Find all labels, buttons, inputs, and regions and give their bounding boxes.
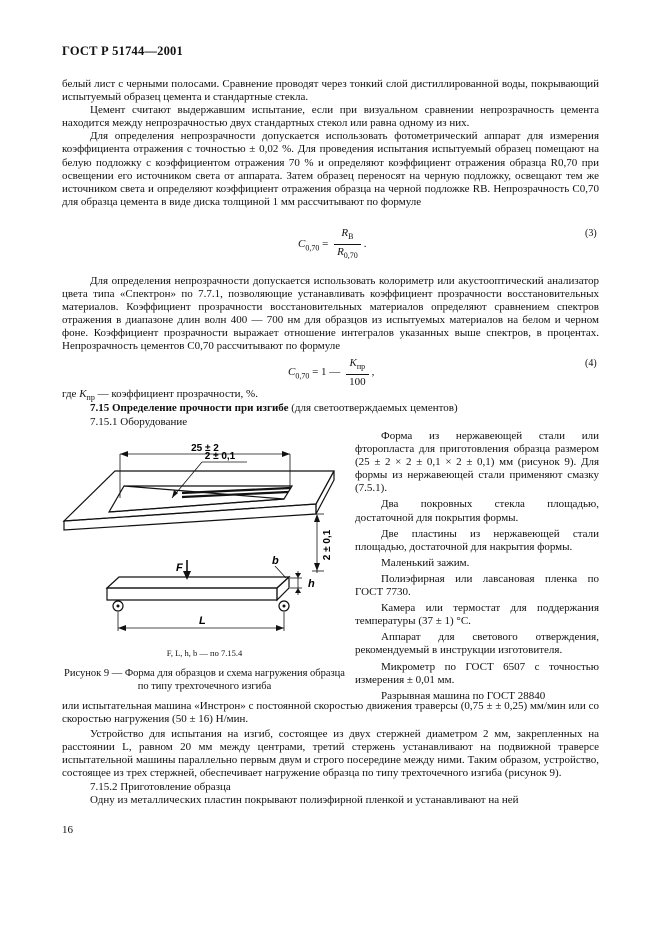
list-item: Разрывная машина по ГОСТ 28840 [381, 689, 546, 702]
height-h-label: h [308, 578, 315, 590]
mold-side-face [316, 471, 334, 514]
paragraph: Цемент считают выдержавшим испытание, если при визуальном сравнении непрозрачность цемента находится между непрозрачностью двух стандартных стекол или равна одному из них. [62, 104, 599, 130]
middle-text [62, 275, 599, 354]
formula-4-number: (4) [585, 358, 597, 369]
formula-4: $C_{0,70} = 1$ — $\frac{K_{пр}}{100}$ , [288, 357, 375, 389]
list-item: Два покровных стекла площадью, достаточной для покрытия формы. [355, 498, 599, 524]
page-number: 16 [62, 824, 73, 836]
equipment-list [355, 430, 599, 703]
span-L-label: L [199, 615, 206, 627]
list-item: Микрометр по ГОСТ 6507 с точностью измерения ± 0,01 мм. [355, 660, 599, 686]
mold-front-face [64, 504, 316, 530]
figure-9-drawing [62, 428, 347, 648]
intro-text [62, 78, 599, 209]
specimen-top-face [107, 577, 289, 588]
specimen-front-face [107, 588, 277, 600]
document-header: ГОСТ Р 51744—2001 [62, 44, 183, 58]
paragraph: Одну из металлических пластин покрывают полиэфирной пленкой и устанавливают на ней [90, 793, 519, 806]
paragraph: или испытательная машина «Инстрон» с постоянной скоростью движения траверсы (0,75 ± ± 0,25) мм/мин или со скоростью нагружения (50 ± 16) Н/мин. [62, 700, 599, 726]
list-item: Камера или термостат для поддержания температуры (37 ± 1) °C. [355, 602, 599, 628]
dim-height-label: 2 ± 0,1 [322, 529, 333, 561]
lower-text [62, 700, 599, 807]
dim-length-label: 25 ± 2 [191, 443, 219, 454]
formula-3: $C_{0,70}$ = $\frac{R_B}{R_{0,70}}$ . [298, 227, 367, 261]
paragraph: Для определения непрозрачности допускается использовать колориметр или акустооптический анализатор цвета типа «Спектрон» по 7.7.1, позволяющие устанавливать коэффициент прозрачности восстановительных материалов. Коэффициент прозрачности восстановительных материалов определяют сравнением спектров отражения в диапазоне длин волн 400 — 700 нм для образцов из испытуемых материалов на белом и черном фоне. Коэффициент прозрачности выражает отношение интегралов указанных выше спектров, в процентах. Непрозрачность цементов C0,70 рассчитывают по формуле [62, 275, 599, 353]
formula-3-number: (3) [585, 228, 597, 239]
list-item: Полиэфирная или лавсановая пленка по ГОСТ 7730. [355, 572, 599, 599]
force-label: F [176, 562, 183, 574]
list-item: Маленький зажим. [381, 556, 470, 569]
width-b-label: b [272, 555, 279, 567]
section-7-15-heading: 7.15 Определение прочности при изгибе (для светоотверждаемых цементов) [90, 402, 458, 414]
figure-caption: Рисунок 9 — Форма для образцов и схема нагружения образца по типу трехточечного изгиба [64, 668, 345, 692]
where-line: где $K_{пр}$ — коэффициент прозрачности, %. [62, 388, 258, 403]
specimen-side-face [277, 577, 289, 600]
figure-legend: F, L, h, b — по 7.15.4 [166, 648, 243, 658]
paragraph: Для определения непрозрачности допускается использовать фотометрический аппарат для измерения коэффициента отражения с точностью ± 0,02 %. Для проведения испытания испытуемый образец помещают на белую подложку с коэффициентом отражения 70 % и определяют коэффициент отражения образца R0,70 при освещении его источником света от аппарата. Затем образец переносят на черную подложку, освещают тем же источником света и определяют коэффициент отражения образца на черной подложке RB. Непрозрачность C0,70 для образца цемента в виде диска толщиной 1 мм рассчитывают по формуле [62, 130, 599, 208]
section-7-15-2-heading: 7.15.2 Приготовление образца [90, 780, 231, 793]
paragraph: Устройство для испытания на изгиб, состоящее из двух стержней диаметром 2 мм, закрепленных на расстоянии L, равном 20 мм между центрами, третий стержень устанавливают на подвижной траверсе испытательной машины параллельно первым двум и строго посередине между ними. Таким образом, устройство, состоящее из трех стержней, обеспечивает нагружение образца по типу трехточечного изгиба (рисунок 9). [62, 728, 599, 780]
paragraph: белый лист с черными полосами. Сравнение проводят через тонкий слой дистиллированной воды, покрывающий испытуемый образец цемента и стандартные стекла. [62, 78, 599, 104]
list-item: Две пластины из нержавеющей стали площадью, достаточной для накрытия формы. [355, 527, 599, 553]
section-7-15-1-heading: 7.15.1 Оборудование [90, 416, 188, 428]
list-item: Аппарат для светового отверждения, рекомендуемый в инструкции изготовителя. [355, 631, 599, 657]
dim-width-label: 2 ± 0,1 [204, 451, 236, 462]
list-item: Форма из нержавеющей стали или фторопласта для приготовления образца размером (25 ± 2 × 2 ± 0,1 × 2 ± 0,1) мм (рисунок 9). Для формы из нержавеющей стали применяют смазку (7.5.1). [355, 430, 599, 495]
